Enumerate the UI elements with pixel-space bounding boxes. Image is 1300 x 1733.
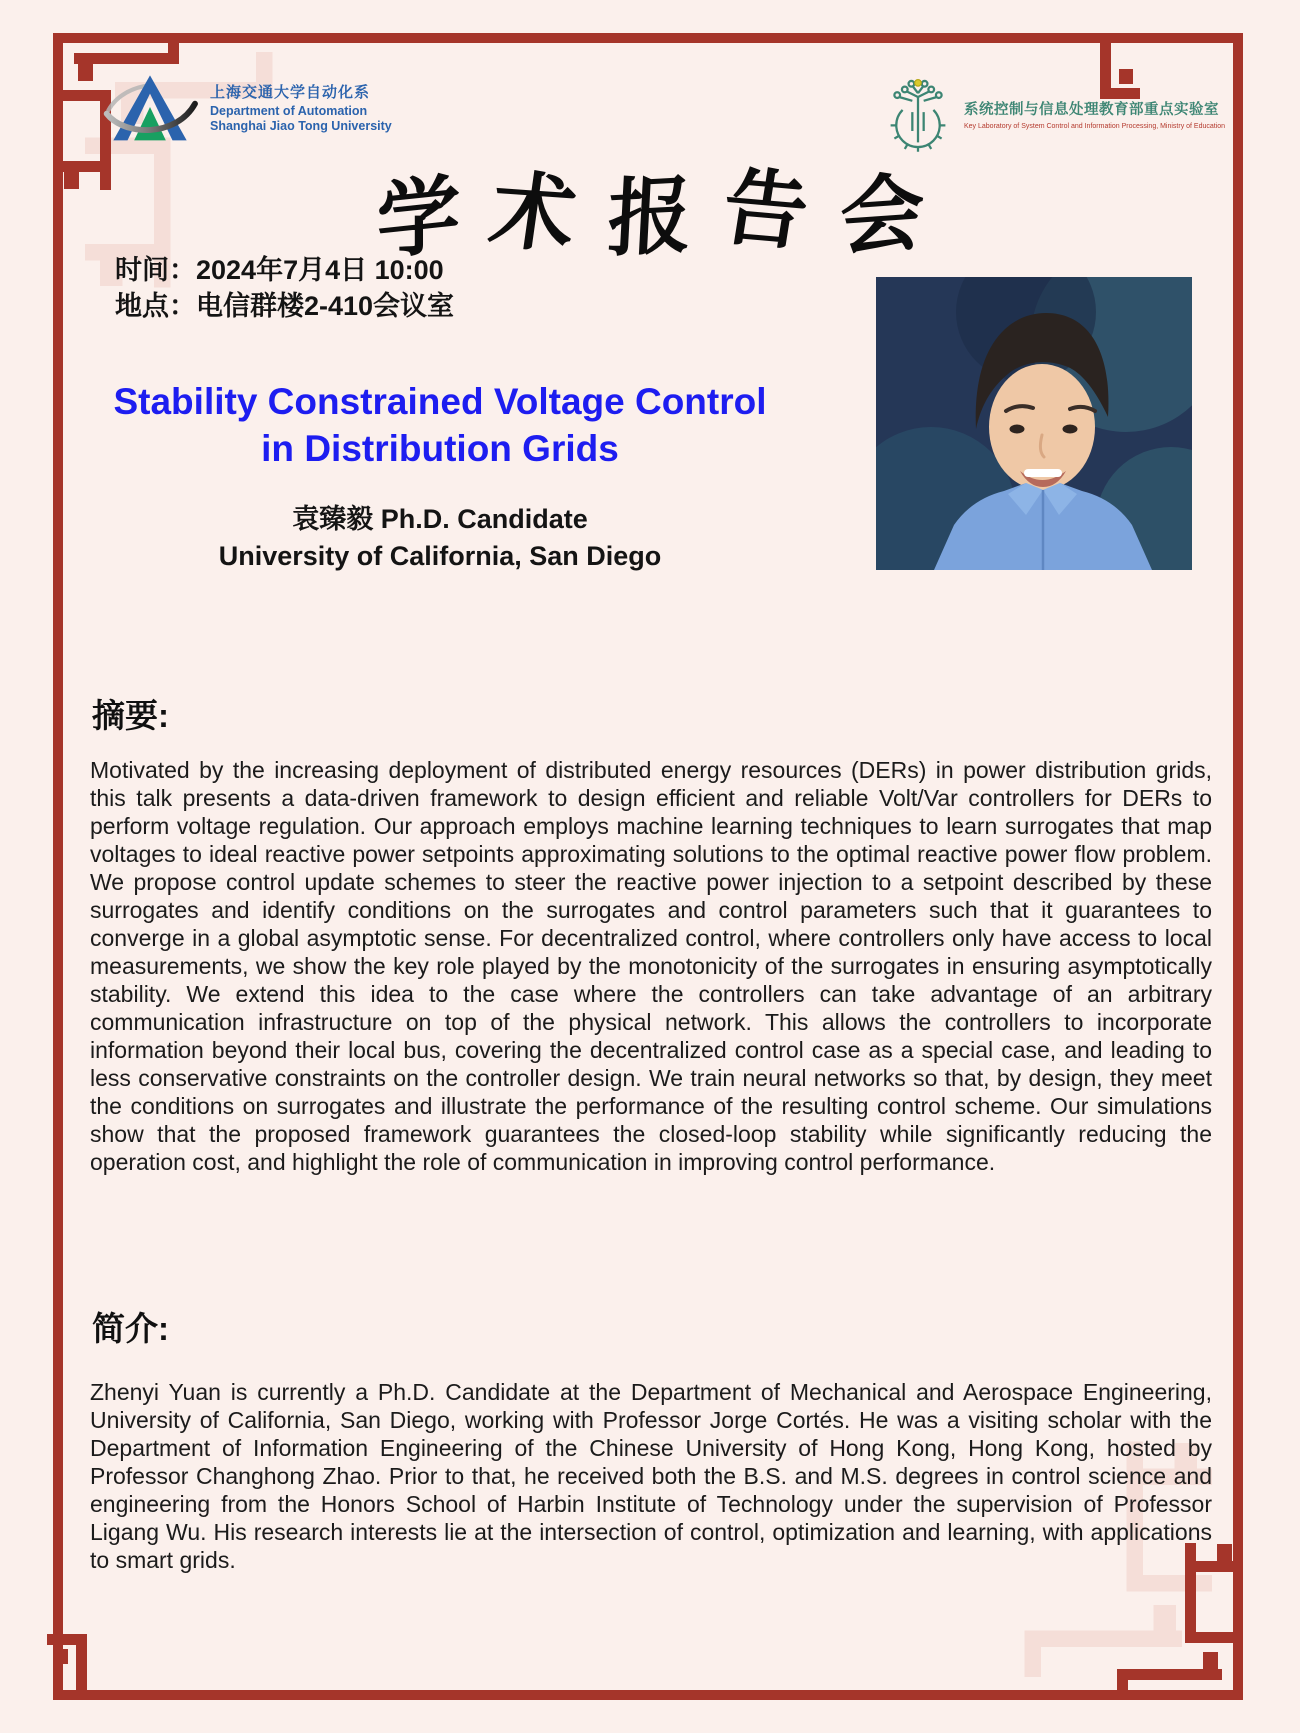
lab-logo-icon bbox=[884, 76, 952, 152]
talk-title-line1: Stability Constrained Voltage Control bbox=[113, 381, 767, 422]
banner-char: 学 bbox=[376, 164, 461, 272]
speaker-portrait-illustration bbox=[876, 277, 1192, 570]
sjtu-name-cn: 上海交通大学自动化系 bbox=[210, 84, 371, 102]
abstract-text: Motivated by the increasing deployment of distributed energy resources (DERs) in power distribution grids, this talk presents a data-driven framework to design efficient and reliable Volt/Var controllers for DERs to perform voltage regulation. Our approach employs machine learning techniques to learn surrogates that map voltages to ideal reactive power setpoints approximating solutions to the optimal reactive power flow problem. We propose control update schemes to steer the reactive power injection to a setpoint described by these surrogates and identify conditions on the surrogates and control parameters such that it guarantees to converge in a global asymptotic sense. For decentralized control, where controllers only have access to local measurements, we show the key role played by the monotonicity of the surrogates in ensuring asymptotically stability. We extend this idea to the case where the controllers can take advantage of an arbitrary communication infrastructure on top of the physical network. This allows the controllers to incorporate information beyond their local bus, covering the decentralized control case as a special case, and leading to less conservative constraints on the controller design. We train neural networks so that, by design, they meet the conditions on surrogates and illustrate the performance of the resulting control scheme. Our simulations show that the proposed framework guarantees the closed-loop stability while significantly reducing the operation cost, and highlight the role of communication in improving control performance. bbox=[90, 757, 1212, 1175]
sjtu-automation-logo bbox=[100, 64, 392, 150]
sjtu-logo-icon bbox=[100, 64, 200, 150]
key-laboratory-logo bbox=[884, 76, 1225, 152]
abstract-heading: 摘要: bbox=[92, 697, 169, 734]
bio-heading: 简介: bbox=[92, 1310, 169, 1347]
talk-title-line2: in Distribution Grids bbox=[261, 428, 619, 469]
bio-text: Zhenyi Yuan is currently a Ph.D. Candidate at the Department of Mechanical and Aerospace Engineering, University of California, San Diego, working with Professor Jorge Cortés. He was a visiting scholar with the Department of Information Engineering of the Chinese University of Hong Kong, Hong Kong, hosted by Professor Changhong Zhao. Prior to that, he received both the B.S. and M.S. degrees in control science and engineering from the Honors School of Harbin Institute of Technology under the supervision of Professor Ligang Wu. His research interests lie at the intersection of control, optimization and learning, with applications to smart grids. bbox=[90, 1379, 1212, 1573]
speaker-block bbox=[60, 501, 820, 575]
event-time: 时间：2024年7月4日 10:00 bbox=[115, 255, 444, 285]
speaker-photo bbox=[876, 277, 1192, 570]
sjtu-name-en-line2: Shanghai Jiao Tong University bbox=[210, 118, 392, 133]
lab-name-en: Key Laboratory of System Control and Information Processing, Ministry of Education bbox=[964, 123, 1226, 130]
banner-char: 报 bbox=[605, 165, 695, 269]
banner-char: 告 bbox=[715, 157, 815, 263]
banner-char: 术 bbox=[484, 161, 582, 265]
corner-ornament-bottom-left bbox=[40, 1622, 95, 1700]
talk-title bbox=[60, 378, 820, 472]
lab-name-cn: 系统控制与信息处理教育部重点实验室 bbox=[964, 102, 1219, 118]
sjtu-name-en-line1: Department of Automation bbox=[210, 104, 368, 119]
speaker-affiliation: University of California, San Diego bbox=[218, 541, 662, 571]
event-location: 地点：电信群楼2-410会议室 bbox=[115, 291, 455, 321]
banner-char: 会 bbox=[838, 162, 926, 268]
speaker-name: 袁臻毅 Ph.D. Candidate bbox=[292, 504, 588, 534]
event-info bbox=[115, 252, 454, 324]
